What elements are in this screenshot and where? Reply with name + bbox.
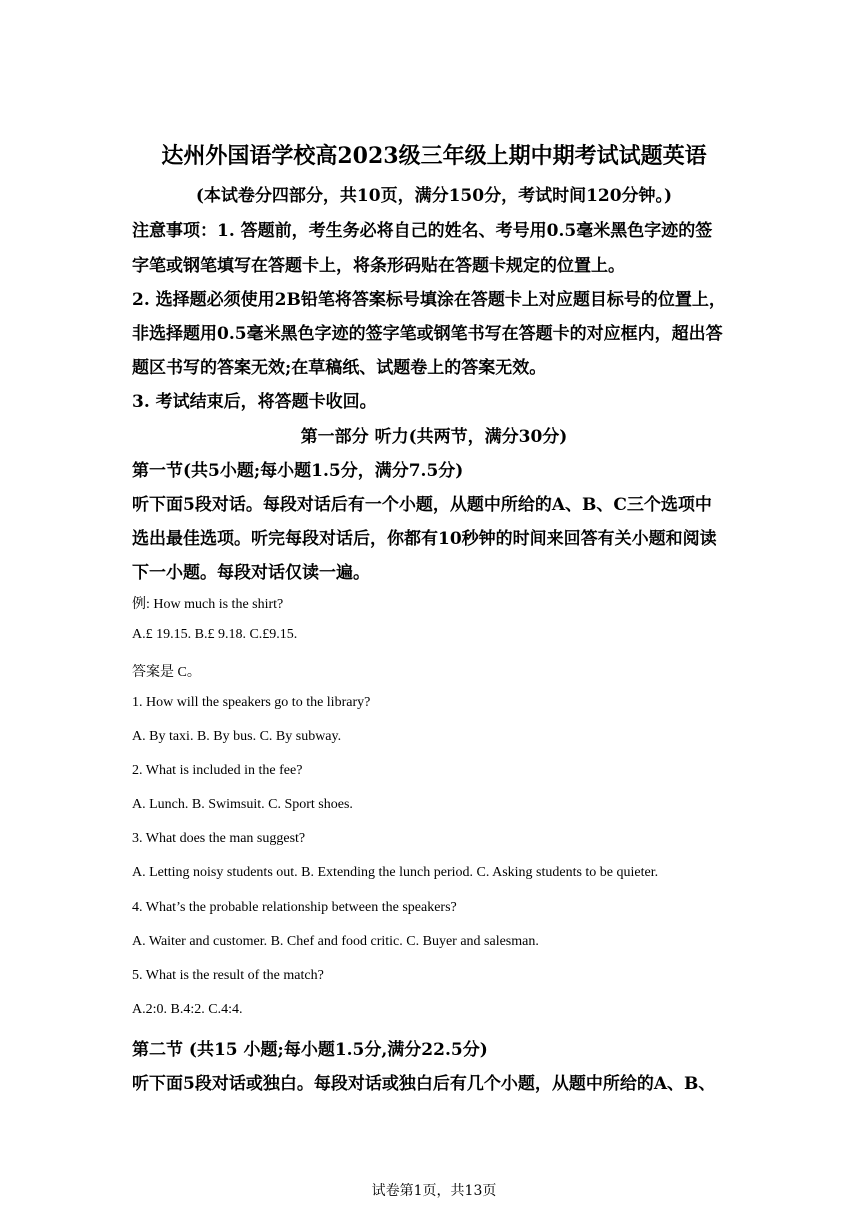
- section-instruction-line: 听下面5段对话。每段对话后有一个小题，从题中所给的A、B、C三个选项中: [132, 495, 712, 515]
- question-text: 4. What’s the probable relationship between the speakers?: [132, 900, 457, 915]
- question-options: A. By taxi. B. By bus. C. By subway.: [132, 729, 342, 744]
- notes-line: 3. 考试结束后，将答题卡收回。: [132, 392, 377, 412]
- question-options: A. Letting noisy students out. B. Extending the lunch period. C. Asking students to be quieter.: [132, 865, 659, 880]
- question-text: 1. How will the speakers go to the library?: [132, 695, 371, 710]
- question-options: A.2:0. B.4:2. C.4:4.: [132, 1002, 243, 1017]
- question-text: 5. What is the result of the match?: [132, 968, 324, 983]
- question-options: A. Lunch. B. Swimsuit. C. Sport shoes.: [132, 797, 353, 812]
- exam-subtitle: (本试卷分四部分，共10页，满分150分，考试时间120分钟。): [195, 186, 673, 206]
- example-answer: 答案是 C。: [132, 665, 201, 680]
- section-heading: 第二节 (共15 小题;每小题1.5分,满分22.5分): [132, 1040, 488, 1060]
- page-footer: 试卷第1页，共13页: [371, 1183, 497, 1199]
- notes-line: 2. 选择题必须使用2B铅笔将答案标号填涂在答题卡上对应题目标号的位置上，: [132, 290, 726, 310]
- page-title: 达州外国语学校高2023级三年级上期中期考试试题英语: [161, 143, 707, 169]
- notes-line: 字笔或钢笔填写在答题卡上，将条形码贴在答题卡规定的位置上。: [132, 256, 625, 276]
- notes-line: 题区书写的答案无效;在草稿纸、试题卷上的答案无效。: [132, 358, 547, 378]
- question-options: A. Waiter and customer. B. Chef and food critic. C. Buyer and salesman.: [132, 934, 539, 949]
- part-heading: 第一部分 听力(共两节，满分30分): [300, 427, 568, 447]
- section-heading: 第一节(共5小题;每小题1.5分，满分7.5分): [132, 461, 464, 481]
- section-instruction-line: 选出最佳选项。听完每段对话后，你都有10秒钟的时间来回答有关小题和阅读: [132, 529, 717, 549]
- notes-line: 注意事项：1. 答题前，考生务必将自己的姓名、考号用0.5毫米黑色字迹的签: [132, 221, 713, 241]
- section-instruction-line: 听下面5段对话或独白。每段对话或独白后有几个小题，从题中所给的A、B、: [132, 1074, 716, 1094]
- notes-line: 非选择题用0.5毫米黑色字迹的签字笔或钢笔书写在答题卡的对应框内，超出答: [132, 324, 723, 344]
- question-text: 3. What does the man suggest?: [132, 831, 306, 846]
- question-text: 2. What is included in the fee?: [132, 763, 303, 778]
- example-question: 例: How much is the shirt?: [132, 597, 284, 612]
- example-options: A.£ 19.15. B.£ 9.18. C.£9.15.: [132, 627, 298, 642]
- section-instruction-line: 下一小题。每段对话仅读一遍。: [132, 563, 370, 583]
